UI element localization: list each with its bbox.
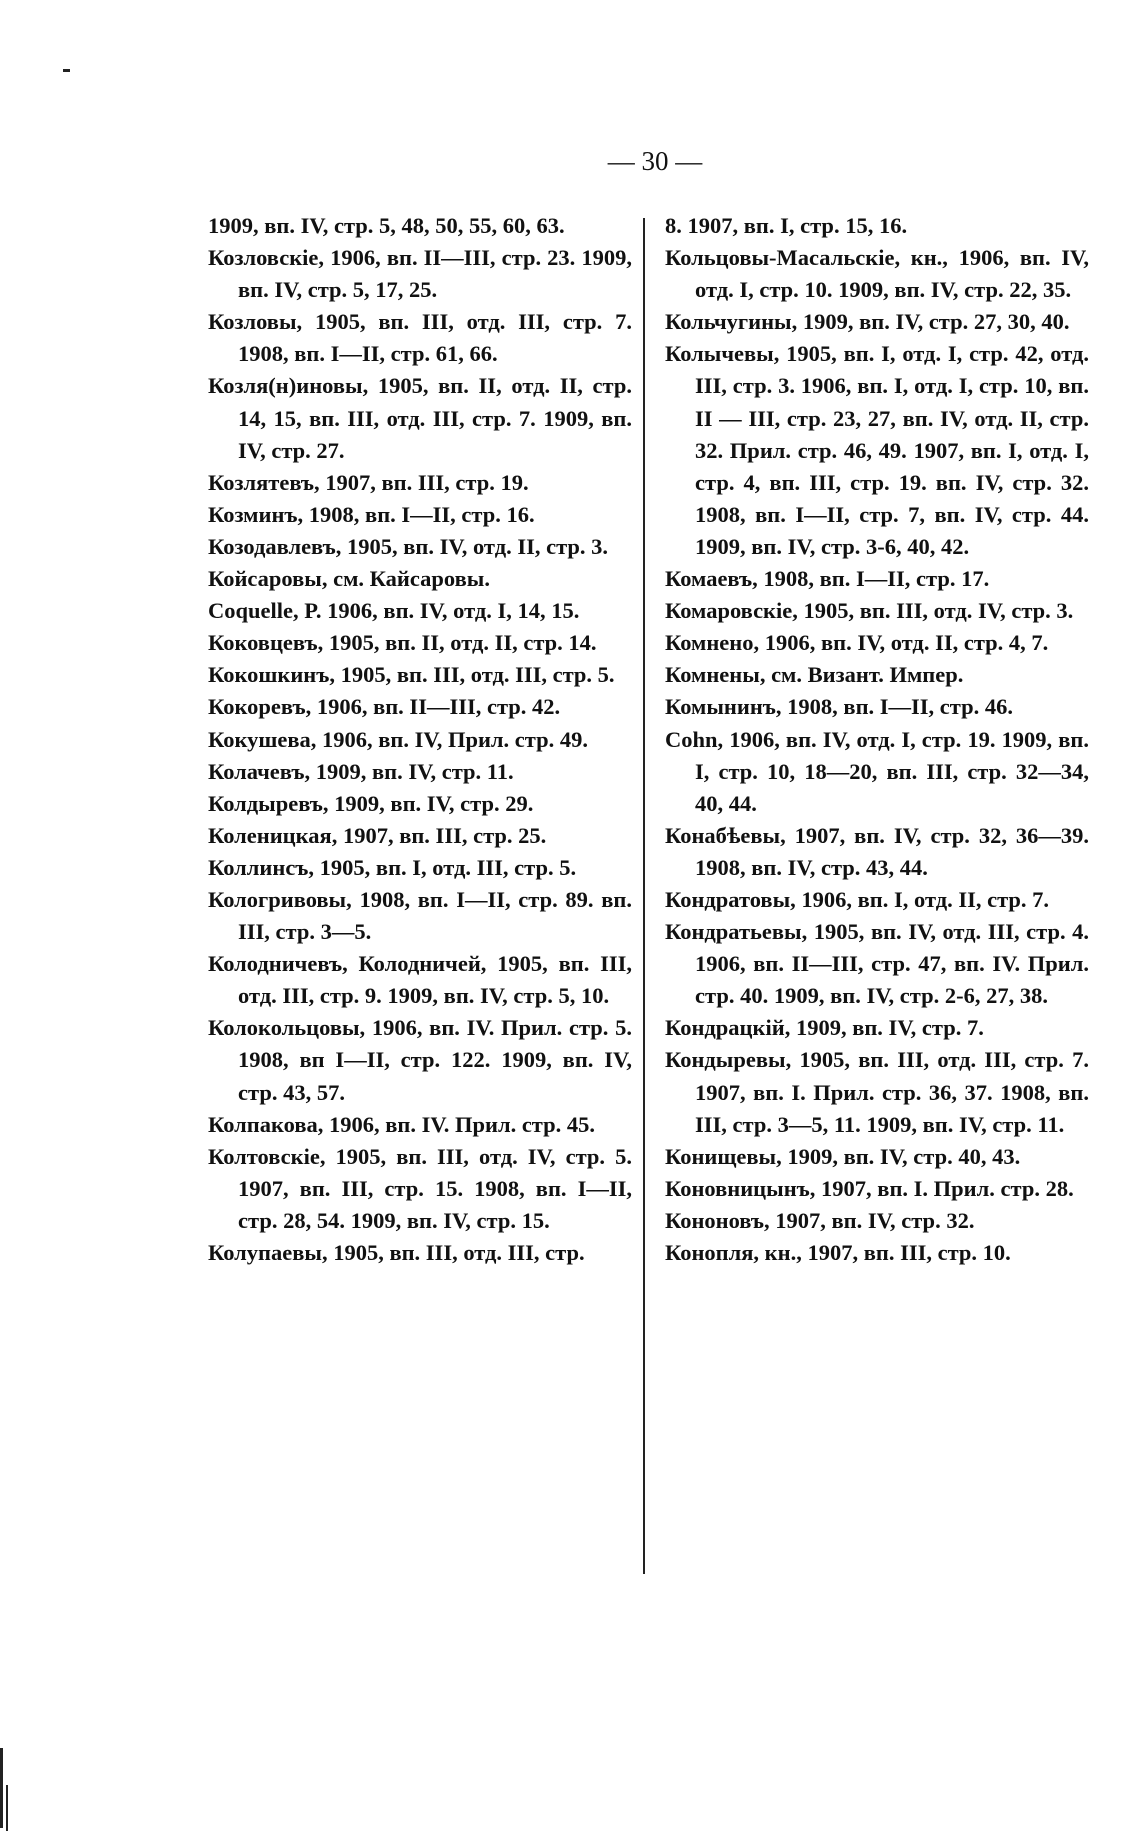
index-entry: Колокольцовы, 1906, вп. IV. Прил. стр. 5. 1908, вп I—II, стр. 122. 1909, вп. IV, стр. 43, 57.	[208, 1015, 632, 1105]
index-entry: Козминъ, 1908, вп. I—II, стр. 16.	[208, 501, 535, 527]
index-entry: Комнено, 1906, вп. IV, отд. II, стр. 4, 7.	[665, 630, 1049, 656]
index-entry: Колтовскіе, 1905, вп. III, отд. IV, стр. 5. 1907, вп. III, стр. 15. 1908, вп. I—II, стр. 28, 54. 1909, вп. IV, стр. 15.	[208, 1143, 632, 1233]
scan-edge-mark	[6, 1785, 8, 1831]
scan-edge-mark	[0, 1748, 3, 1828]
index-entry: Комаровскіе, 1905, вп. III, отд. IV, стр. 3.	[665, 598, 1074, 624]
index-entry: Конопля, кн., 1907, вп. III, стр. 10.	[665, 1240, 1011, 1265]
index-entry: Комнены, см. Визант. Импер.	[665, 662, 964, 688]
index-entry: Козлятевъ, 1907, вп. III, стр. 19.	[208, 469, 529, 495]
index-entry: Конищевы, 1909, вп. IV, стр. 40, 43.	[665, 1143, 1021, 1169]
index-entry: Колдыревъ, 1909, вп. IV, стр. 29.	[208, 790, 534, 816]
index-entry: Кондратьевы, 1905, вп. IV, отд. III, стр. 4. 1906, вп. II—III, стр. 47, вп. IV. Прил. стр. 40. 1909, вп. IV, стр. 2-6, 27, 38.	[665, 919, 1089, 1009]
index-entry: Козля(н)иновы, 1905, вп. II, отд. II, стр. 14, 15, вп. III, отд. III, стр. 7. 1909, вп. IV, стр. 27.	[208, 373, 632, 463]
index-entry: Козловы, 1905, вп. III, отд. III, стр. 7. 1908, вп. I—II, стр. 61, 66.	[208, 309, 632, 367]
index-entry: Койсаровы, см. Кайсаровы.	[208, 566, 490, 592]
index-entry: Кононовъ, 1907, вп. IV, стр. 32.	[665, 1207, 975, 1233]
scan-mark	[63, 69, 70, 72]
index-column-left	[208, 210, 632, 1269]
index-entry: Коновницынъ, 1907, вп. I. Прил. стр. 28.	[665, 1175, 1074, 1201]
index-entry: Кондыревы, 1905, вп. III, отд. III, стр. 7. 1907, вп. I. Прил. стр. 36, 37. 1908, вп. III, стр. 3—5, 11. 1909, вп. IV, стр. 11.	[665, 1047, 1089, 1137]
index-entry: Кологривовы, 1908, вп. I—II, стр. 89. вп. III, стр. 3—5.	[208, 886, 632, 945]
index-entry: Комынинъ, 1908, вп. I—II, стр. 46.	[665, 694, 1014, 720]
index-entry: Coquelle, P. 1906, вп. IV, отд. I, 14, 15.	[208, 598, 580, 624]
index-entry: 1909, вп. IV, стр. 5, 48, 50, 55, 60, 63.	[208, 213, 565, 238]
index-entry: Кондратовы, 1906, вп. I, отд. II, стр. 7.	[665, 886, 1050, 912]
index-entry: Колычевы, 1905, вп. I, отд. I, стр. 42, отд. III, стр. 3. 1906, вп. I, отд. I, стр. 10, вп. II — III, стр. 23, 27, вп. IV, отд. II, стр. 32. Прил. стр. 46, 49. 1907, вп. I, отд. I, стр. 4, вп. III, стр. 19. вп. IV, стр. 32. 1908, вп. I—II, стр. 7, вп. IV, стр. 44. 1909, вп. IV, стр. 3-6, 40, 42.	[665, 341, 1089, 559]
index-entry: Кокушева, 1906, вп. IV, Прил. стр. 49.	[208, 726, 588, 752]
index-entry: Кондрацкій, 1909, вп. IV, стр. 7.	[665, 1015, 984, 1041]
index-entry: 8. 1907, вп. I, стр. 15, 16.	[665, 213, 908, 238]
index-entry: Cohn, 1906, вп. IV, отд. I, стр. 19. 1909, вп. I, стр. 10, 18—20, вп. III, стр. 32—34, 40, 44.	[665, 726, 1089, 816]
index-entry: Колодничевъ, Колодничей, 1905, вп. III, отд. III, стр. 9. 1909, вп. IV, стр. 5, 10.	[208, 951, 632, 1009]
index-entry: Кольчугины, 1909, вп. IV, стр. 27, 30, 40.	[665, 309, 1070, 335]
column-divider	[643, 218, 645, 1574]
index-entry: Коллинсъ, 1905, вп. I, отд. III, стр. 5.	[208, 854, 577, 880]
index-entry: Комаевъ, 1908, вп. I—II, стр. 17.	[665, 566, 990, 592]
index-entry: Колпакова, 1906, вп. IV. Прил. стр. 45.	[208, 1111, 596, 1137]
index-entry: Козодавлевъ, 1905, вп. IV, отд. II, стр. 3.	[208, 533, 609, 559]
index-entry: Кокошкинъ, 1905, вп. III, отд. III, стр. 5.	[208, 662, 615, 688]
index-entry: Колачевъ, 1909, вп. IV, стр. 11.	[208, 758, 514, 784]
index-entry: Конабѣевы, 1907, вп. IV, стр. 32, 36—39. 1908, вп. IV, стр. 43, 44.	[665, 822, 1089, 880]
index-entry: Коленицкая, 1907, вп. III, стр. 25.	[208, 822, 547, 848]
index-entry: Кольцовы-Масальскіе, кн., 1906, вп. IV, отд. I, стр. 10. 1909, вп. IV, стр. 22, 35.	[665, 245, 1089, 303]
index-entry: Козловскіе, 1906, вп. II—III, стр. 23. 1909, вп. IV, стр. 5, 17, 25.	[208, 245, 632, 303]
index-entry: Колупаевы, 1905, вп. III, отд. III, стр.	[208, 1240, 585, 1265]
index-entry: Коковцевъ, 1905, вп. II, отд. II, стр. 14.	[208, 630, 597, 656]
index-column-right	[665, 210, 1089, 1269]
page-number: — 30 —	[607, 146, 703, 176]
index-entry: Кокоревъ, 1906, вп. II—III, стр. 42.	[208, 694, 561, 720]
